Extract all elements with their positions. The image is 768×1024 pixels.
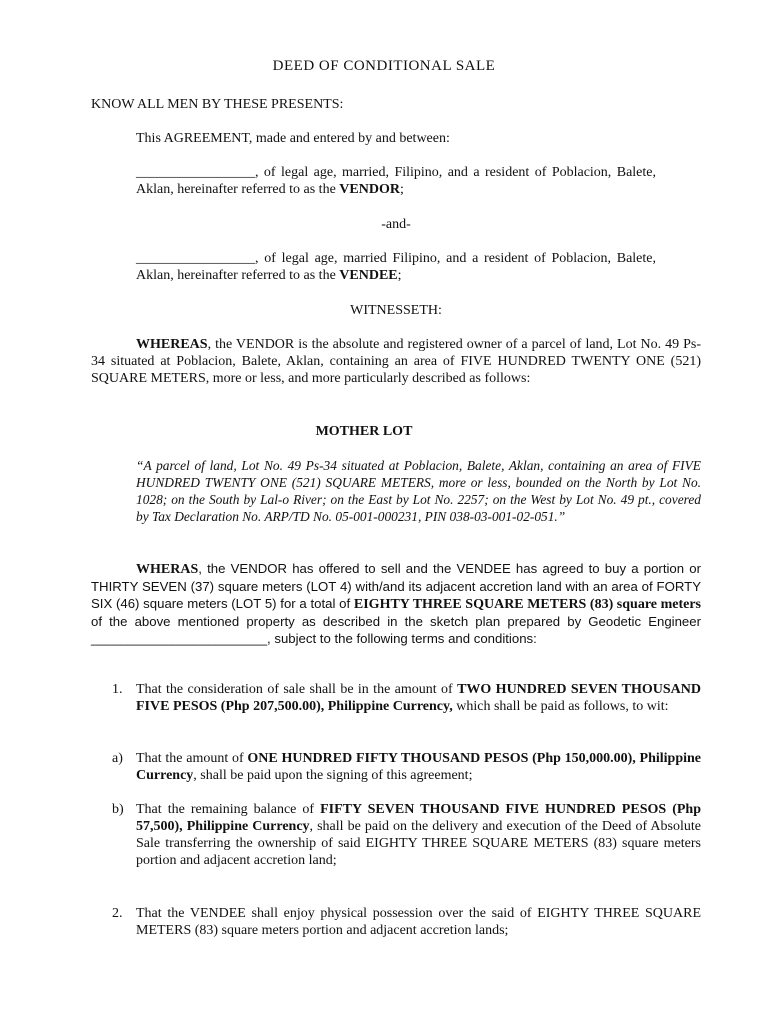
vendor-end: ; — [399, 182, 404, 197]
item-b-text-b: , shall be paid on the delivery and execution of the Deed of Absolute Sale transferring the ownership of said EIGHTY THREE SQUARE METERS (83) square meters portion and adjacent accretion land; — [136, 819, 701, 868]
lot-description: “A parcel of land, Lot No. 49 Ps-34 situated at Poblacion, Balete, Aklan, containing an area of FIVE HUNDRED TWENTY ONE (521) SQUARE METERS, more or less, bounded on the North by Lot No. 1028; on the South by Lal-o River; on the East by Lot No. 2257; on the West by Lot No. 49 pt., covered by Tax Declaration No. ARP/TD No. 05-001-000231, PIN 038-03-001-02-051.” — [136, 458, 701, 524]
item-2-text: That the VENDEE shall enjoy physical possession over the said of EIGHTY THREE SQUARE METERS (83) square meters portion and adjacent accretion lands; — [136, 906, 701, 938]
and-separator: -and- — [381, 217, 411, 232]
vendor-role: VENDOR — [339, 182, 400, 197]
vendor-paragraph — [136, 164, 656, 198]
item-b-text-a: That the remaining balance of — [136, 802, 321, 817]
item-a-text — [136, 750, 701, 784]
item-b-number: b) — [112, 802, 124, 817]
mother-lot-label: MOTHER LOT — [315, 424, 413, 439]
witnesseth-heading: WITNESSETH: — [350, 303, 442, 318]
whereas-paragraph-1 — [91, 336, 701, 387]
item-b-amount: FIFTY SEVEN THOUSAND FIVE HUNDRED PESOS (Php 57,500), Philippine Currency — [136, 802, 701, 834]
whereas-lead-2: WHERAS — [136, 562, 199, 577]
vendor-text: , of legal age, married, Filipino, and a resident of Poblacion, Balete, Aklan, hereinafter referred to as the — [136, 165, 656, 197]
vendee-paragraph — [136, 250, 656, 284]
item-b-text — [136, 801, 701, 869]
item-1-number: 1. — [112, 682, 123, 697]
vendor-name-blank: _________________ — [136, 165, 255, 180]
vendee-text: , of legal age, married Filipino, and a resident of Poblacion, Balete, Aklan, hereinafter referred to as the — [136, 251, 656, 283]
item-a-text-b: , shall be paid upon the signing of this agreement; — [193, 768, 473, 783]
item-a-text-a: That the amount of — [136, 751, 248, 766]
whereas-lead-1: WHEREAS — [136, 337, 208, 352]
whereas-text-1: , the VENDOR is the absolute and registered owner of a parcel of land, Lot No. 49 Ps-34 situated at Poblacion, Balete, Aklan, containing an area of FIVE HUNDRED TWENTY ONE (521) SQUARE METERS, more or less, and more particularly described as follows: — [91, 337, 701, 386]
whereas-text-2b: of the above mentioned property as described in the sketch plan prepared by Geodetic Engineer ________________________, subject to the following terms and conditions: — [91, 614, 701, 646]
item-1-text-a: That the consideration of sale shall be in the amount of — [136, 682, 458, 697]
item-1-text — [136, 681, 701, 715]
item-1-text-b: which shall be paid as follows, to wit: — [452, 699, 669, 714]
mother-lot-heading — [0, 423, 728, 440]
whereas-text-2a: , the VENDOR has offered to sell and the VENDEE has agreed to buy a portion or THIRTY SEVEN (37) square meters (LOT 4) with/and its adjacent accretion land with an area of FORTY SIX (46) square meters (LOT 5) for a total of — [91, 561, 701, 611]
vendee-name-blank: _________________ — [136, 251, 255, 266]
agreement-line: This AGREEMENT, made and entered by and between: — [136, 131, 450, 146]
vendee-end: ; — [397, 268, 402, 283]
item-a-number: a) — [112, 751, 123, 766]
intro-line: KNOW ALL MEN BY THESE PRESENTS: — [91, 97, 344, 112]
vendee-role: VENDEE — [339, 268, 398, 283]
item-2-number: 2. — [112, 906, 123, 921]
whereas-paragraph-2 — [91, 560, 701, 647]
total-area-bold: EIGHTY THREE SQUARE METERS (83) square meters — [353, 597, 701, 612]
item-a-amount: ONE HUNDRED FIFTY THOUSAND PESOS (Php 150,000.00), Philippine Currency — [136, 751, 701, 783]
document-title: DEED OF CONDITIONAL SALE — [272, 58, 496, 74]
item-1-amount: TWO HUNDRED SEVEN THOUSAND FIVE PESOS (Php 207,500.00), Philippine Currency, — [136, 682, 701, 714]
